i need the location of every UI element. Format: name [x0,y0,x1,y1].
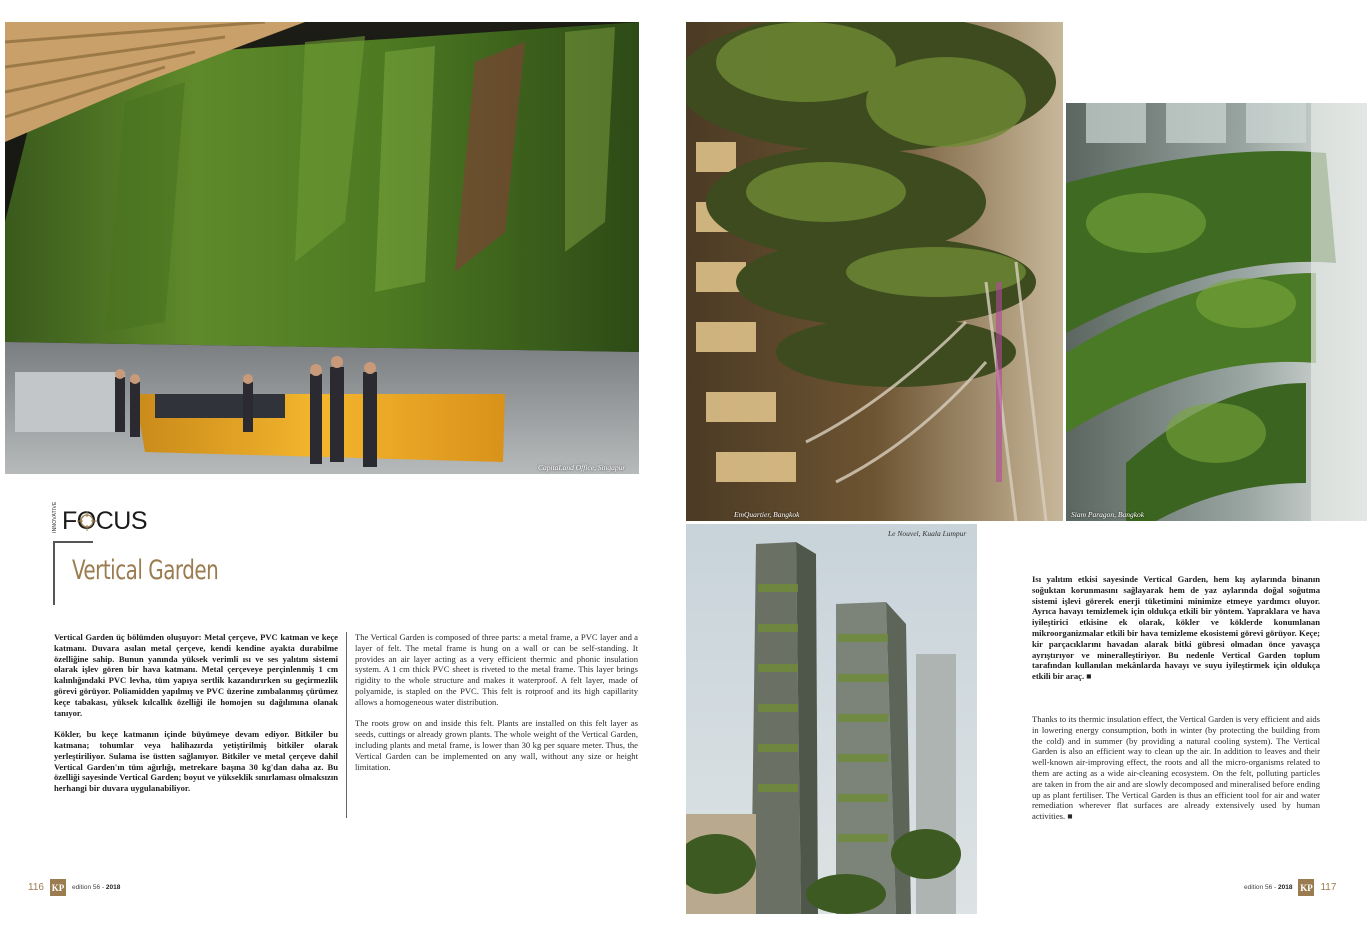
focus-logo-word: FOCUS [62,507,147,535]
text-column-tr-left [54,632,338,805]
photo-capitaland-office [5,22,639,474]
edition-label-left: edition 56 - 2018 [71,884,121,891]
caption-siam-paragon: Siam Paragon, Bangkok [1071,510,1145,519]
page-number-right: 117 [1320,882,1337,893]
focus-logo-small-text: INNOVATIVE [52,501,58,533]
kp-logo: KP [50,879,66,896]
paragraph: The roots grow on and inside this felt. Plants are installed on this felt layer as seeds, cuttings or already grown plants. The whole weight of the Vertical Garden, including plants and metal frame, is lower than 30 kg per square meter. Thus, the Vertical Garden can be implemented on any wall, without any size or height limitation. [355,718,638,772]
footer-left [28,879,120,896]
paragraph: The Vertical Garden is composed of three parts: a metal frame, a PVC layer and a layer of felt. The metal frame is hung on a wall or can be self-standing. It provides an air layer acting as a very efficient thermic and phonic insulation system. A 1 cm thick PVC sheet is riveted to the metal frame. This layer brings rigidity to the whole structure and makes it waterproof. A felt layer, made of polyamide, is stapled on the PVC. This felt is rotproof and its high capillarity allows a homogeneous water distribution. [355,632,638,707]
photo-le-nouvel [686,524,977,914]
photo-emquartier [686,22,1063,521]
crosshair-icon [76,510,98,532]
paragraph: Vertical Garden üç bölümden oluşuyor: Metal çerçeve, PVC katman ve keçe katmanı. Duvara asılan metal çerçeve, kendi kendine ayakta durabilme özelliğine sahip. Bunun yanında yüksek verimli ısı ve ses yalıtım sistemi olarak işlev gören bir hava katmanı. Metal çerçeveye perçinlenmiş 1 cm kalınlığındaki PVC levha, tüm yapıya sertlik kazandırırken su geçirmezlik görevi görüyor. Poliamidden yapılmış ve PVC üzerine zımbalanmış çürümez keçe tabakası, yüksek kılcallık özelliği ile homojen su dağılımına olanak tanıyor. [54,632,338,718]
paragraph: Kökler, bu keçe katmanın içinde büyümeye devam ediyor. Bitkiler bu katmana; tohumlar veya halihazırda yetiştirilmiş bitkiler olarak yerleştiriliyor. Sulama ise üstten sağlanıyor. Bitkiler ve metal çerçeve dahil Vertical Garden'ın tüm ağırlığı, metrekare başına 30 kg'dan daha az. Bu özelliği sayesinde Vertical Garden; boyut ve yükseklik sınırlaması olmaksızın herhangi bir duvara uygulanabiliyor. [54,729,338,794]
text-column-en-right [1032,714,1320,833]
title-rule-vertical [53,541,55,605]
text-column-en-left [355,632,638,783]
text-column-tr-right [1032,574,1320,693]
footer-right [1244,879,1336,896]
column-divider [346,632,347,818]
kp-logo: KP [1298,879,1314,896]
focus-logo [52,501,162,537]
page-number-left: 116 [28,882,44,893]
caption-emquartier: EmQuartier, Bangkok [734,510,800,519]
paragraph: Isı yalıtım etkisi sayesinde Vertical Garden, hem kış aylarında binanın soğuktan korunmasını sağlayarak hem de yaz aylarında doğal soğutma sistemi işlevi görerek enerji tüketimini minimize etmeye yardımcı oluyor. Ayrıca havayı temizlemek için oldukça etkili bir yöntem. Yapraklara ve hava iyileştirici etkisine ek olarak, kökler ve köklerde konumlanan mikroorganizmalar etkili bir hava temizleme ekosistemi görevi görüyor. Keçe; kir parçacıklarını havadan alarak bitki gübresi olmadan önce yavaşça ayrıştırıyor ve mineralleştiriyor. Bu nedenle Vertical Garden toplum tarafından kullanılan mekânlarda havayı ve suyu iyileştirmek için oldukça etkili bir araç. ■ [1032,574,1320,682]
page-title: Vertical Garden [72,555,219,586]
caption-le-nouvel: Le Nouvel, Kuala Lumpur [888,529,967,538]
title-rule-horizontal [53,541,93,543]
paragraph: Thanks to its thermic insulation effect, the Vertical Garden is very efficient and aids in lowering energy consumption, both in winter (by protecting the building from the cold) and in summer (by providing a natural cooling system). The Vertical Garden is also an efficient way to clean up the air. In addition to leaves and their well-known air-improving effect, the roots and all the micro-organisms related to them are acting as a wide air-cleaning ecosystem. On the felt, polluting particles are taken in from the air and are slowly decomposed and mineralised before ending up as plant fertiliser. The Vertical Garden is thus an efficient tool for air and water remediation wherever flat surfaces are already extensively used by human activities. ■ [1032,714,1320,822]
photo-siam-paragon [1066,103,1367,521]
edition-label-right: edition 56 - 2018 [1244,884,1293,891]
caption-capitaland: CapitaLand Office, Singapur [538,463,626,472]
